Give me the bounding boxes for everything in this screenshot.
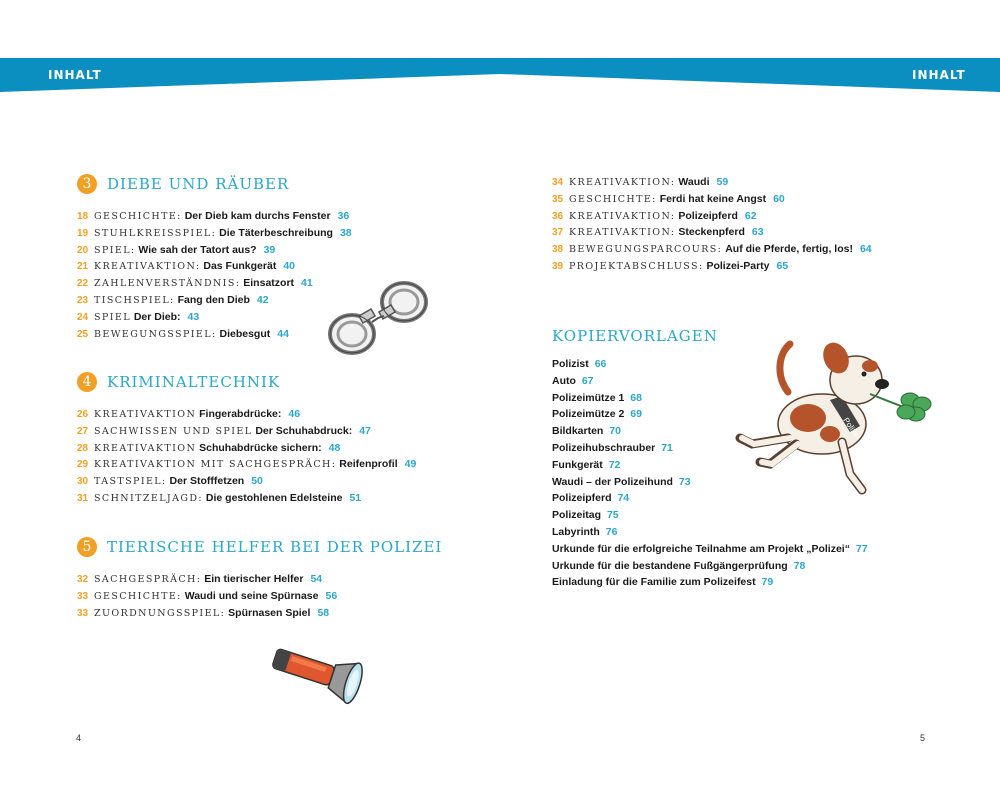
entry-title: Die Täterbeschreibung [219, 226, 333, 239]
entry-category: TISCHSPIEL: [94, 294, 175, 306]
entry-title: Fang den Dieb [177, 293, 250, 306]
toc-entry [77, 208, 352, 225]
kopiervorlage-title: Urkunde für die erfolgreiche Teilnahme am Projekt „Polizei“ [552, 542, 850, 555]
kopiervorlage-page-number: 68 [630, 391, 642, 404]
kopiervorlage-item [552, 507, 868, 524]
entry-title: Waudi [678, 176, 710, 188]
page-number-left: 4 [76, 733, 82, 743]
toc-entry [77, 406, 416, 423]
entry-category: SACHGESPRÄCH: [94, 574, 202, 585]
kopiervorlage-page-number: 76 [605, 525, 618, 538]
section-entry-list [77, 208, 352, 342]
section-number-badge: 5 [77, 537, 97, 557]
toc-entry [552, 174, 872, 191]
kopiervorlage-page-number: 75 [606, 509, 619, 522]
kopiervorlage-title: Bildkarten [552, 425, 604, 438]
kopiervorlage-page-number: 77 [855, 542, 868, 555]
entry-page-number: 42 [256, 293, 269, 306]
toc-entry [552, 241, 872, 258]
kopiervorlage-page-number: 71 [661, 441, 673, 454]
entry-page-number: 43 [187, 310, 200, 323]
entry-title: Polizeipferd [678, 209, 738, 222]
toc-entry [552, 191, 872, 208]
entry-number: 21 [77, 261, 89, 273]
kopiervorlage-title: Auto [552, 374, 576, 387]
kopiervorlage-item [552, 574, 868, 591]
section-entry-list [552, 174, 872, 275]
entry-category: GESCHICHTE: [94, 590, 182, 602]
entry-title: Fingerabdrücke: [199, 408, 282, 420]
toc-entry [77, 456, 416, 473]
section-continuation [552, 174, 872, 275]
entry-number: 35 [552, 193, 564, 205]
toc-entry [77, 423, 416, 440]
toc-entry [77, 605, 442, 622]
entry-category: SPIEL: [94, 244, 136, 256]
toc-entry [77, 309, 352, 326]
kopiervorlage-title: Labyrinth [552, 525, 600, 538]
entry-title: Steckenpferd [678, 226, 745, 239]
toc-entry [77, 242, 352, 259]
toc-entry [77, 225, 352, 242]
entry-page-number: 62 [744, 209, 757, 222]
entry-page-number: 54 [310, 573, 323, 585]
page-number-right: 5 [920, 733, 926, 743]
entry-category: KREATIVAKTION: [569, 177, 676, 188]
entry-category: GESCHICHTE: [569, 193, 657, 205]
entry-number: 23 [77, 294, 89, 306]
entry-category: KREATIVAKTION: [569, 210, 676, 222]
entry-number: 34 [552, 177, 564, 188]
section-kriminaltechnik [77, 372, 416, 507]
entry-title: Der Dieb kam durchs Fenster [184, 210, 331, 222]
entry-number: 31 [77, 492, 89, 504]
entry-category: TASTSPIEL: [94, 476, 167, 488]
entry-number: 33 [77, 590, 89, 602]
entry-number: 26 [77, 409, 89, 420]
entry-title: Ferdi hat keine Angst [659, 192, 767, 205]
kopiervorlage-page-number: 74 [617, 492, 630, 505]
kopiervorlage-title: Polizeipferd [552, 492, 612, 505]
entry-category: KREATIVAKTION MIT SACHGESPRÄCH: [94, 459, 337, 471]
entry-title: Spürnasen Spiel [228, 606, 311, 619]
police-dog-illustration [730, 334, 940, 498]
kopiervorlagen-title: KOPIERVORLAGEN [552, 327, 718, 345]
entry-page-number: 46 [288, 408, 301, 420]
entry-category: SACHWISSEN UND SPIEL [94, 425, 253, 437]
kopiervorlage-item [552, 524, 868, 541]
entry-number: 38 [552, 244, 564, 256]
entry-category: BEWEGUNGSSPIEL: [94, 328, 217, 340]
entry-title: Der Dieb: [133, 310, 181, 323]
kopiervorlage-title: Waudi – der Polizeihund [552, 475, 673, 488]
entry-title: Auf die Pferde, fertig, los! [725, 243, 853, 256]
entry-category: ZAHLENVERSTÄNDNIS: [94, 278, 241, 290]
section-entry-list [77, 406, 416, 507]
kopiervorlage-page-number: 67 [581, 374, 594, 387]
entry-number: 18 [77, 211, 89, 222]
entry-title: Schuhabdrücke sichern: [199, 441, 322, 454]
entry-page-number: 48 [328, 441, 341, 454]
kopiervorlage-title: Urkunde für die bestandene Fußgängerprüfung [552, 559, 788, 572]
header-left-label: INHALT [48, 68, 102, 82]
toc-entry [77, 275, 352, 292]
kopiervorlage-title: Polizeihubschrauber [552, 441, 656, 454]
header-right-label: INHALT [912, 68, 966, 82]
entry-number: 33 [77, 607, 89, 619]
entry-title: Die gestohlenen Edelsteine [205, 491, 343, 504]
entry-number: 36 [552, 210, 564, 222]
entry-number: 20 [77, 244, 89, 256]
kopiervorlage-item [552, 558, 868, 575]
toc-entry [77, 588, 442, 605]
entry-page-number: 65 [776, 259, 789, 272]
section-tierische-helfer [77, 537, 442, 621]
entry-page-number: 41 [301, 277, 313, 290]
entry-title: Der Stofffetzen [169, 475, 245, 488]
kopiervorlage-title: Polizeimütze 1 [552, 391, 625, 404]
entry-page-number: 36 [337, 210, 350, 222]
entry-category: STUHLKREISSPIEL: [94, 227, 217, 239]
entry-number: 39 [552, 260, 564, 272]
entry-category: ZUORDNUNGSSPIEL: [94, 607, 226, 619]
toc-entry [77, 292, 352, 309]
section-heading [77, 174, 352, 194]
handcuffs-illustration [314, 268, 436, 364]
section-diebe-und-raeuber [77, 174, 352, 342]
entry-number: 27 [77, 425, 89, 437]
entry-title: Waudi und seine Spürnase [184, 589, 319, 602]
entry-number: 28 [77, 442, 89, 454]
entry-category: SPIEL [94, 311, 131, 323]
entry-category: BEWEGUNGSPARCOURS: [569, 244, 723, 256]
toc-entry [552, 258, 872, 275]
entry-category: GESCHICHTE: [94, 211, 182, 222]
entry-title: Reifenprofil [339, 458, 398, 471]
entry-title: Einsatzort [243, 277, 295, 290]
entry-category: KREATIVAKTION: [94, 261, 201, 273]
kopiervorlage-title: Polizist [552, 358, 589, 370]
entry-page-number: 56 [325, 589, 338, 602]
entry-number: 29 [77, 459, 89, 471]
kopiervorlage-page-number: 70 [609, 425, 621, 438]
section-heading [77, 537, 442, 557]
entry-page-number: 38 [339, 226, 352, 239]
section-title: TIERISCHE HELFER BEI DER POLIZEI [107, 538, 443, 556]
entry-title: Der Schuhabdruck: [255, 424, 353, 437]
kopiervorlage-title: Polizeitag [552, 509, 602, 522]
entry-page-number: 59 [716, 176, 729, 188]
entry-page-number: 58 [317, 606, 330, 619]
kopiervorlage-page-number: 73 [678, 475, 691, 488]
toc-entry [77, 571, 442, 588]
kopiervorlage-title: Funkgerät [552, 458, 603, 471]
entry-page-number: 47 [359, 424, 371, 437]
kopiervorlage-page-number: 72 [608, 458, 621, 471]
entry-title: Das Funkgerät [203, 260, 277, 273]
section-heading [77, 372, 416, 392]
entry-number: 30 [77, 476, 89, 488]
toc-entry [552, 224, 872, 241]
kopiervorlage-page-number: 79 [761, 576, 774, 589]
toc-entry [77, 473, 416, 490]
toc-entry [77, 326, 352, 343]
flashlight-illustration [258, 634, 380, 714]
toc-entry [77, 490, 416, 507]
entry-category: KREATIVAKTION [94, 442, 197, 454]
section-title: KRIMINALTECHNIK [107, 373, 281, 391]
kopiervorlage-title: Einladung für die Familie zum Polizeifest [552, 576, 756, 589]
section-number-badge: 4 [77, 372, 97, 392]
entry-title: Wie sah der Tatort aus? [138, 243, 257, 256]
entry-page-number: 40 [283, 260, 295, 273]
kopiervorlage-item [552, 541, 868, 558]
header-banner [0, 0, 1000, 100]
entry-category: KREATIVAKTION [94, 409, 197, 420]
entry-category: SCHNITZELJAGD: [94, 492, 203, 504]
section-title: DIEBE UND RÄUBER [107, 175, 290, 193]
entry-category: PROJEKTABSCHLUSS: [569, 260, 704, 272]
entry-number: 32 [77, 574, 89, 585]
kopiervorlage-title: Polizeimütze 2 [552, 408, 625, 421]
entry-title: Ein tierischer Helfer [204, 573, 304, 585]
section-number-badge: 3 [77, 174, 97, 194]
toc-entry [552, 208, 872, 225]
entry-number: 25 [77, 328, 89, 340]
entry-number: 24 [77, 311, 89, 323]
toc-entry [77, 440, 416, 457]
entry-number: 37 [552, 227, 564, 239]
dog-collar-label: Polizei [841, 415, 863, 441]
entry-page-number: 39 [263, 243, 276, 256]
entry-title: Polizei-Party [706, 259, 770, 272]
entry-page-number: 44 [277, 327, 289, 340]
entry-title: Diebesgut [219, 327, 271, 340]
toc-entry [77, 258, 352, 275]
entry-page-number: 50 [251, 475, 263, 488]
kopiervorlage-page-number: 78 [793, 559, 806, 572]
entry-number: 22 [77, 278, 89, 290]
entry-page-number: 49 [404, 458, 417, 471]
entry-page-number: 63 [751, 226, 764, 239]
entry-page-number: 60 [773, 192, 785, 205]
section-entry-list [77, 571, 442, 621]
entry-category: KREATIVAKTION: [569, 227, 676, 239]
entry-page-number: 51 [349, 491, 362, 504]
kopiervorlage-page-number: 66 [594, 358, 607, 370]
entry-number: 19 [77, 227, 89, 239]
entry-page-number: 64 [859, 243, 872, 256]
kopiervorlage-page-number: 69 [630, 408, 642, 421]
